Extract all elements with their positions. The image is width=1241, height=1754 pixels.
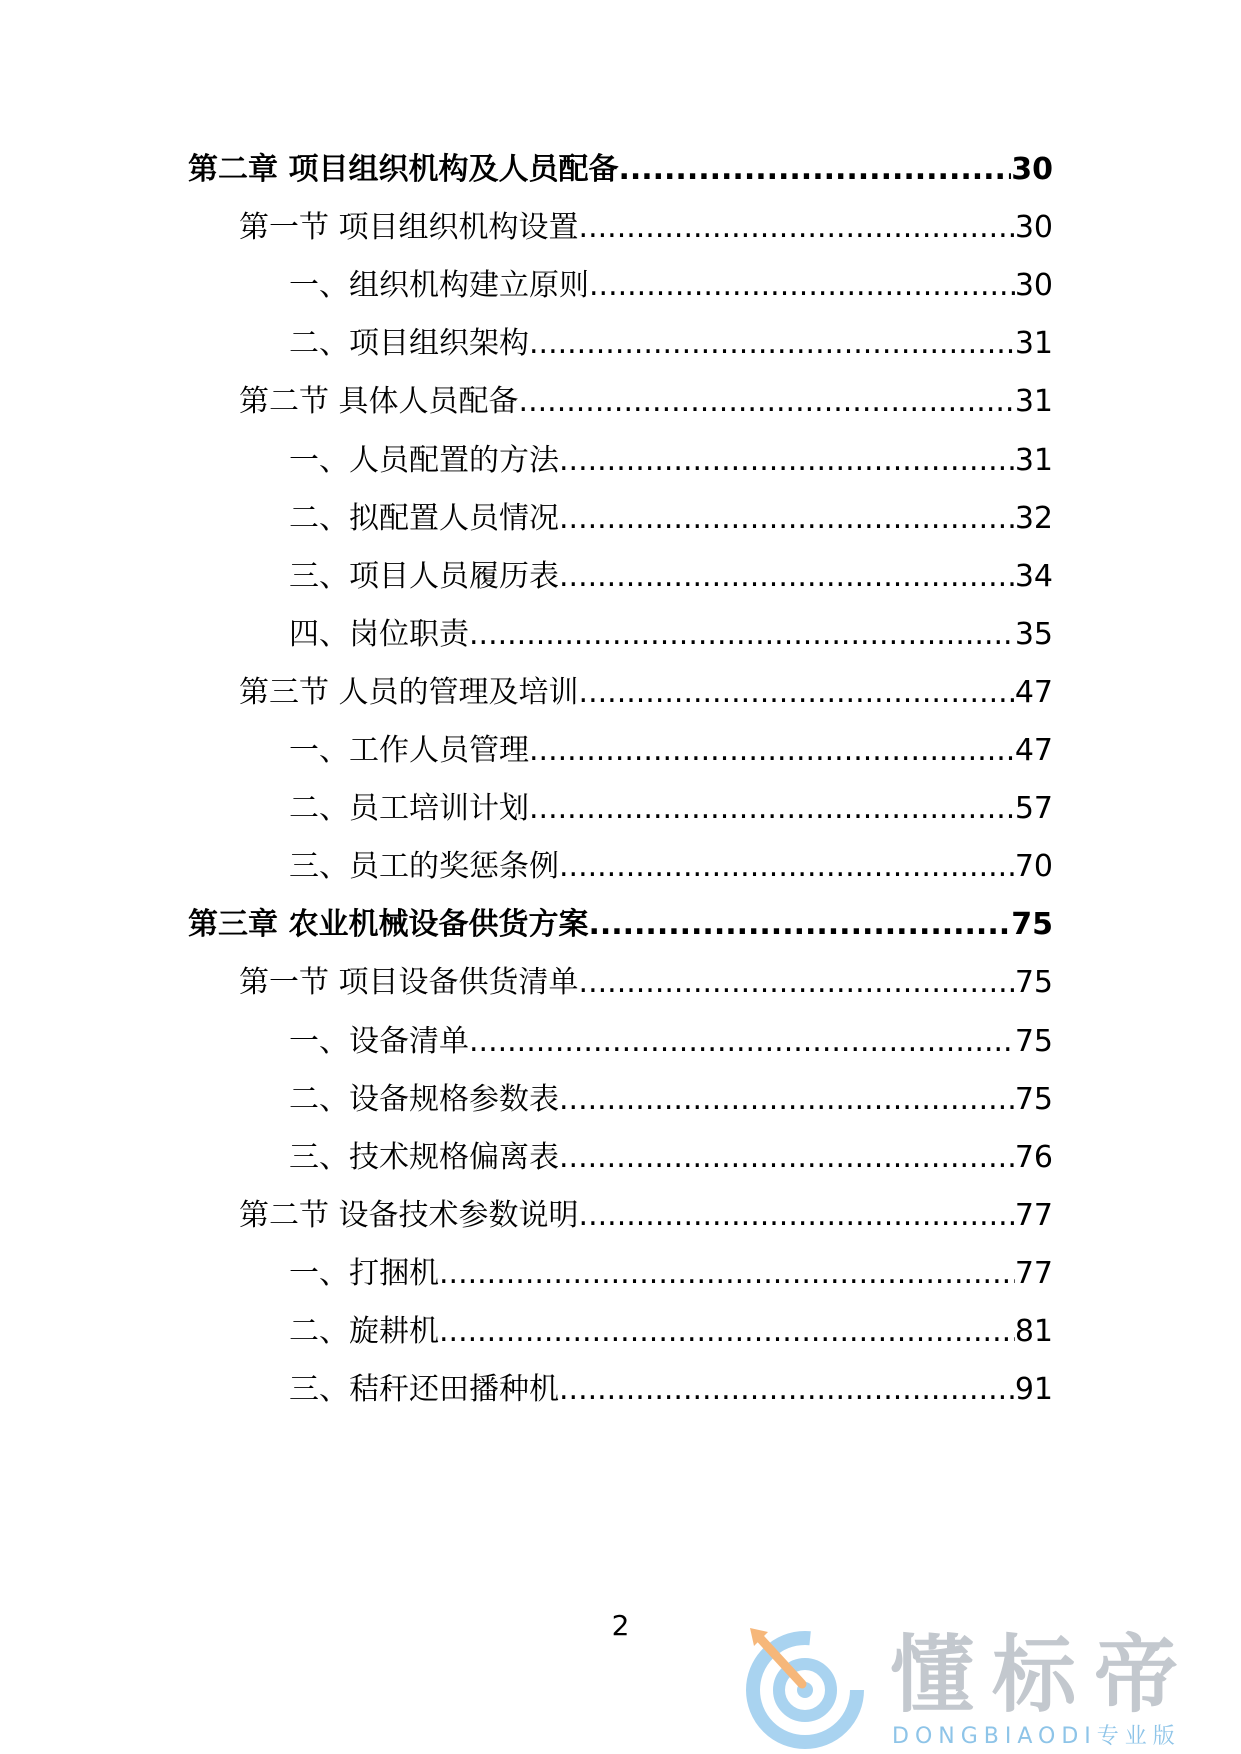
toc-entry-title: 一、组织机构建立原则 [289, 268, 589, 303]
toc-entry-page: 31 [1014, 384, 1053, 419]
toc-entry-page: 76 [1014, 1140, 1053, 1175]
toc-dot-leader [589, 263, 1015, 309]
toc-entry[interactable] [289, 1019, 1053, 1065]
toc-dot-leader [559, 554, 1015, 600]
toc-entry-title: 一、人员配置的方法 [289, 443, 559, 478]
toc-entry-page: 30 [1011, 152, 1053, 187]
toc-entry[interactable] [188, 147, 1053, 193]
toc-entry-page: 35 [1014, 617, 1053, 652]
toc-dot-leader [559, 438, 1015, 484]
toc-entry[interactable] [289, 1309, 1053, 1355]
toc-entry-page: 77 [1014, 1198, 1053, 1233]
toc-entry[interactable] [289, 1077, 1053, 1123]
toc-entry-title: 二、旋耕机 [289, 1314, 439, 1349]
toc-entry-title: 三、员工的奖惩条例 [289, 849, 559, 884]
toc-entry[interactable] [239, 1193, 1053, 1239]
toc-entry-page: 30 [1014, 268, 1053, 303]
toc-entry-page: 75 [1014, 1024, 1053, 1059]
toc-entry-title: 二、项目组织架构 [289, 326, 529, 361]
toc-entry-title: 三、秸秆还田播种机 [289, 1372, 559, 1407]
toc-entry-page: 47 [1014, 733, 1053, 768]
toc-entry-page: 30 [1014, 210, 1053, 245]
toc-entry[interactable] [289, 844, 1053, 890]
page-number: 2 [611, 1609, 630, 1642]
watermark [740, 1612, 1240, 1754]
toc-entry-title: 一、工作人员管理 [289, 733, 529, 768]
toc-dot-leader [519, 379, 1015, 425]
toc-dot-leader [579, 1193, 1015, 1239]
toc-entry-page: 31 [1014, 326, 1053, 361]
toc-entry-page: 32 [1014, 501, 1053, 536]
toc-dot-leader [469, 1019, 1015, 1065]
toc-entry-title: 一、设备清单 [289, 1024, 469, 1059]
watermark-brand-name: 懂标帝 [890, 1626, 1197, 1724]
watermark-brand-edition: 专业版 [1096, 1724, 1181, 1749]
toc-dot-leader [469, 612, 1015, 658]
toc-entry-page: 34 [1014, 559, 1053, 594]
toc-dot-leader [439, 1251, 1015, 1297]
toc-entry-title: 三、项目人员履历表 [289, 559, 559, 594]
watermark-brand-latin: DONGBIAODI [892, 1724, 1097, 1749]
toc-dot-leader [618, 147, 1011, 193]
toc-dot-leader [559, 496, 1015, 542]
toc-dot-leader [579, 205, 1015, 251]
toc-entry-title: 二、设备规格参数表 [289, 1082, 559, 1117]
toc-entry-page: 91 [1014, 1372, 1053, 1407]
toc-entry[interactable] [289, 728, 1053, 774]
toc-entry-title: 第一节 项目设备供货清单 [239, 965, 579, 1000]
watermark-brand-subtitle [892, 1724, 1181, 1750]
toc-entry-title: 第三章 农业机械设备供货方案 [188, 907, 589, 942]
toc-entry[interactable] [289, 1367, 1053, 1413]
toc-entry-page: 47 [1014, 675, 1053, 710]
toc-entry[interactable] [239, 205, 1053, 251]
toc-entry-title: 一、打捆机 [289, 1256, 439, 1291]
toc-entry[interactable] [289, 1135, 1053, 1181]
toc-entry[interactable] [289, 1251, 1053, 1297]
toc-entry-title: 三、技术规格偏离表 [289, 1140, 559, 1175]
toc-entry[interactable] [239, 379, 1053, 425]
toc-entry[interactable] [239, 670, 1053, 716]
toc-dot-leader [529, 321, 1015, 367]
toc-entry-title: 第二节 设备技术参数说明 [239, 1198, 579, 1233]
toc-entry-page: 70 [1014, 849, 1053, 884]
toc-entry-page: 75 [1011, 907, 1053, 942]
toc-dot-leader [588, 902, 1011, 948]
toc-entry[interactable] [289, 786, 1053, 832]
toc-entry-title: 第二章 项目组织机构及人员配备 [188, 152, 619, 187]
toc-entry-title: 第三节 人员的管理及培训 [239, 675, 579, 710]
toc-entry-title: 四、岗位职责 [289, 617, 469, 652]
toc-entry-title: 二、拟配置人员情况 [289, 501, 559, 536]
toc-entry-title: 二、员工培训计划 [289, 791, 529, 826]
toc-dot-leader [559, 1077, 1015, 1123]
target-logo-icon [740, 1622, 870, 1752]
toc-dot-leader [559, 1367, 1015, 1413]
toc-entry-title: 第一节 项目组织机构设置 [239, 210, 579, 245]
toc-entry[interactable] [188, 902, 1053, 948]
toc-entry-page: 75 [1014, 1082, 1053, 1117]
toc-entry-page: 81 [1014, 1314, 1053, 1349]
toc-dot-leader [579, 670, 1015, 716]
toc-dot-leader [529, 728, 1015, 774]
toc-entry-page: 75 [1014, 965, 1053, 1000]
toc-dot-leader [439, 1309, 1015, 1355]
toc-entry-title: 第二节 具体人员配备 [239, 384, 519, 419]
toc-entry-page: 57 [1014, 791, 1053, 826]
toc-dot-leader [529, 786, 1015, 832]
toc-dot-leader [559, 844, 1015, 890]
toc-entry[interactable] [289, 554, 1053, 600]
toc-entry[interactable] [239, 960, 1053, 1006]
toc-entry-page: 77 [1014, 1256, 1053, 1291]
toc-entry[interactable] [289, 496, 1053, 542]
toc-entry-page: 31 [1014, 443, 1053, 478]
toc-entry[interactable] [289, 438, 1053, 484]
toc-entry[interactable] [289, 612, 1053, 658]
toc-dot-leader [559, 1135, 1015, 1181]
toc-entry[interactable] [289, 321, 1053, 367]
toc-dot-leader [579, 960, 1015, 1006]
toc-entry[interactable] [289, 263, 1053, 309]
